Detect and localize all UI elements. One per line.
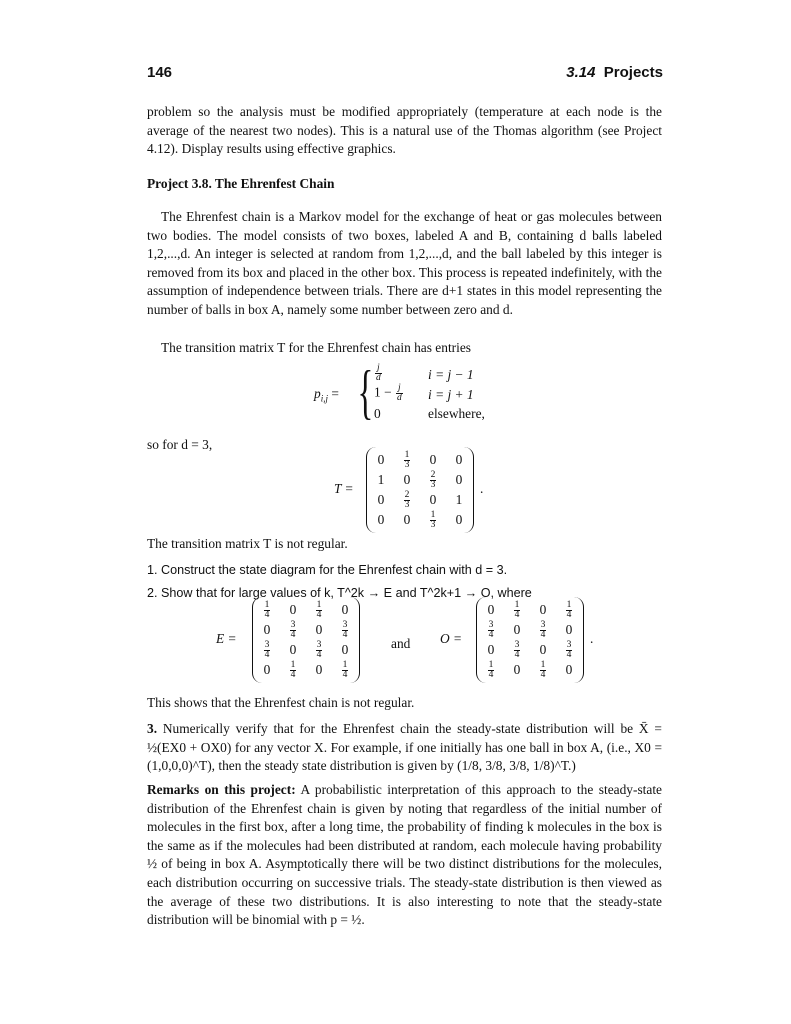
matrix-cell: 0 — [315, 622, 323, 637]
matrix-cell: $\frac{1}{4}$ — [514, 599, 520, 620]
matrix-cell: 0 — [263, 622, 271, 637]
matrix-cell: 0 — [565, 622, 573, 637]
project-heading: Project 3.8. The Ehrenfest Chain — [147, 176, 335, 191]
matrix-cell: $\frac{1}{4}$ — [264, 599, 270, 620]
matrix-o-grid — [476, 597, 584, 683]
matrix-cell: 0 — [341, 642, 349, 657]
matrix-cell: $\frac{3}{4}$ — [540, 619, 546, 640]
section-number: 3.14 — [566, 64, 596, 81]
matrix-cell: 0 — [539, 602, 547, 617]
matrix-cell: 0 — [429, 452, 437, 467]
paragraph-transition-entries: The transition matrix T for the Ehrenfest chain has entries — [161, 340, 471, 355]
pij-case-3: 0 elsewhere, — [374, 406, 485, 421]
matrix-cell: 0 — [377, 492, 385, 507]
matrix-cell: 0 — [403, 512, 411, 527]
matrix-cell: $\frac{2}{3}$ — [404, 489, 410, 510]
matrix-cell: 0 — [263, 662, 271, 677]
item-1: 1. Construct the state diagram for the Ehrenfest chain with d = 3. — [147, 563, 508, 577]
matrix-cell: $\frac{3}{4}$ — [488, 619, 494, 640]
matrix-cell: $\frac{3}{4}$ — [514, 639, 520, 660]
not-regular-conclusion: This shows that the Ehrenfest chain is not regular. — [147, 695, 415, 710]
pij-case-1: $\frac{j}{d}$ i = j − 1 — [376, 363, 474, 383]
matrix-cell: $\frac{1}{4}$ — [316, 599, 322, 620]
matrix-cell: 0 — [315, 662, 323, 677]
remarks-heading: Remarks on this project: — [147, 782, 296, 797]
intro-paragraph: problem so the analysis must be modified appropriately (temperature at each node is the average of the nearest two nodes). This is a natural use of the Thomas algorithm (see Project 4.12). Display results using effective graphics. — [147, 104, 662, 157]
matrix-cell: 0 — [377, 452, 385, 467]
matrix-cell: 0 — [341, 602, 349, 617]
matrix-cell: 0 — [513, 662, 521, 677]
paragraph-ehrenfest-description: The Ehrenfest chain is a Markov model for the exchange of heat or gas molecules between two bodies. The model consists of two boxes, labeled A and B, containing d balls labeled 1,2,...,d. An integer is selected at random from 1,2,...,d, and the ball labeled by this integer is removed from its box and placed in the other box. This process is repeated indefinitely, with the assumption of independence between trials. There are d+1 states in this model representing the number of balls in box A, namely some number between zero and d. — [147, 209, 662, 317]
matrix-cell: 1 — [377, 472, 385, 487]
matrix-cell: 0 — [513, 622, 521, 637]
not-regular-statement: The transition matrix T is not regular. — [147, 536, 348, 551]
pij-case-2: 1 − $\frac{j}{d}$ i = j + 1 — [374, 383, 474, 403]
matrix-cell: $\frac{3}{4}$ — [566, 639, 572, 660]
matrix-cell: 0 — [487, 602, 495, 617]
matrix-cell: 0 — [289, 642, 297, 657]
item-2: 2. Show that for large values of k, T^2k → E and T^2k+1 → O, where — [147, 586, 532, 600]
matrix-cell: $\frac{1}{4}$ — [566, 599, 572, 620]
matrix-cell: 0 — [487, 642, 495, 657]
matrix-cell: 0 — [565, 662, 573, 677]
item-3: 3. Numerically verify that for the Ehrenfest chain the steady-state distribution will be X̄ = ½(EX0 + OX0) for any vector X. For example, if one initially has one ball in box A, (i.e., X0 = (1,0,0,0)^T), then the steady state distribution is given by (1/8, 3/8, 3/8, 1/8)^T.) — [147, 721, 662, 774]
matrix-cell: $\frac{3}{4}$ — [290, 619, 296, 640]
remarks-text: A probabilistic interpretation of this approach to the steady-state distribution of the Ehrenfest chain is given by noting that regardless of the initial number of molecules in the first box, after a long time, the probability of finding k molecules in the box is the same as if the molecules had been distributed at random, each molecule having probability ½ of being in box A. Asymptotically there will be two distinct distributions for the molecules, each distribution occurring on successive trials. The steady-state distribution is then viewed as the average of these two distributions. It is also interesting to note that the steady-state distribution will be binomial with p = ½. — [147, 782, 663, 928]
matrix-o: O = 0 $\frac{1}{4}$ 0 $\frac{1}{4}$ $\frac{3}{4}$ 0 $\frac{3}{4}$ 0 0 $\frac{3}{4}$ 0 $\frac{3}{4}$ $\frac{1}{4}$ 0 $\frac{1}{4}$ 0 . — [440, 597, 593, 683]
matrix-e: E = $\frac{1}{4}$ 0 $\frac{1}{4}$ 0 0 $\frac{3}{4}$ 0 $\frac{3}{4}$ $\frac{3}{4}$ 0 $\frac{3}{4}$ 0 0 $\frac{1}{4}$ 0 $\frac{1}{4}$ — [216, 597, 360, 683]
matrix-cell: 0 — [455, 512, 463, 527]
matrix-t-grid — [366, 447, 474, 533]
matrix-cell: $\frac{1}{4}$ — [540, 659, 546, 680]
matrix-cell: $\frac{3}{4}$ — [264, 639, 270, 660]
matrix-cell: 1 — [455, 492, 463, 507]
matrix-cell: 0 — [455, 472, 463, 487]
matrix-cell: 0 — [539, 642, 547, 657]
matrix-cell: $\frac{1}{3}$ — [404, 449, 410, 470]
matrix-cell: $\frac{1}{4}$ — [290, 659, 296, 680]
running-header — [566, 64, 663, 81]
section-title: Projects — [603, 64, 663, 81]
matrix-cell: $\frac{1}{4}$ — [488, 659, 494, 680]
pij-definition — [314, 359, 514, 426]
matrix-cell: $\frac{1}{3}$ — [430, 509, 436, 530]
matrix-cell: 0 — [429, 492, 437, 507]
left-brace: { — [357, 359, 374, 425]
pij-lhs: $p_{i,j}$ = — [314, 386, 339, 404]
page-number: 146 — [147, 64, 173, 81]
matrix-cell: 0 — [289, 602, 297, 617]
remarks-paragraph — [147, 781, 662, 930]
matrix-cell: $\frac{3}{4}$ — [316, 639, 322, 660]
matrix-cell: 0 — [455, 452, 463, 467]
matrix-cell: 0 — [377, 512, 385, 527]
matrix-cell: $\frac{2}{3}$ — [430, 469, 436, 490]
and-word: and — [391, 636, 411, 651]
matrix-t: T = 0 $\frac{1}{3}$ 0 0 1 0 $\frac{2}{3}$ 0 0 $\frac{2}{3}$ 0 1 0 0 $\frac{1}{3}$ 0 . — [334, 447, 483, 533]
matrix-cell: $\frac{1}{4}$ — [342, 659, 348, 680]
matrix-cell: 0 — [403, 472, 411, 487]
so-for-text: so for d = 3, — [147, 437, 213, 452]
matrix-cell: $\frac{3}{4}$ — [342, 619, 348, 640]
matrix-e-grid — [252, 597, 360, 683]
